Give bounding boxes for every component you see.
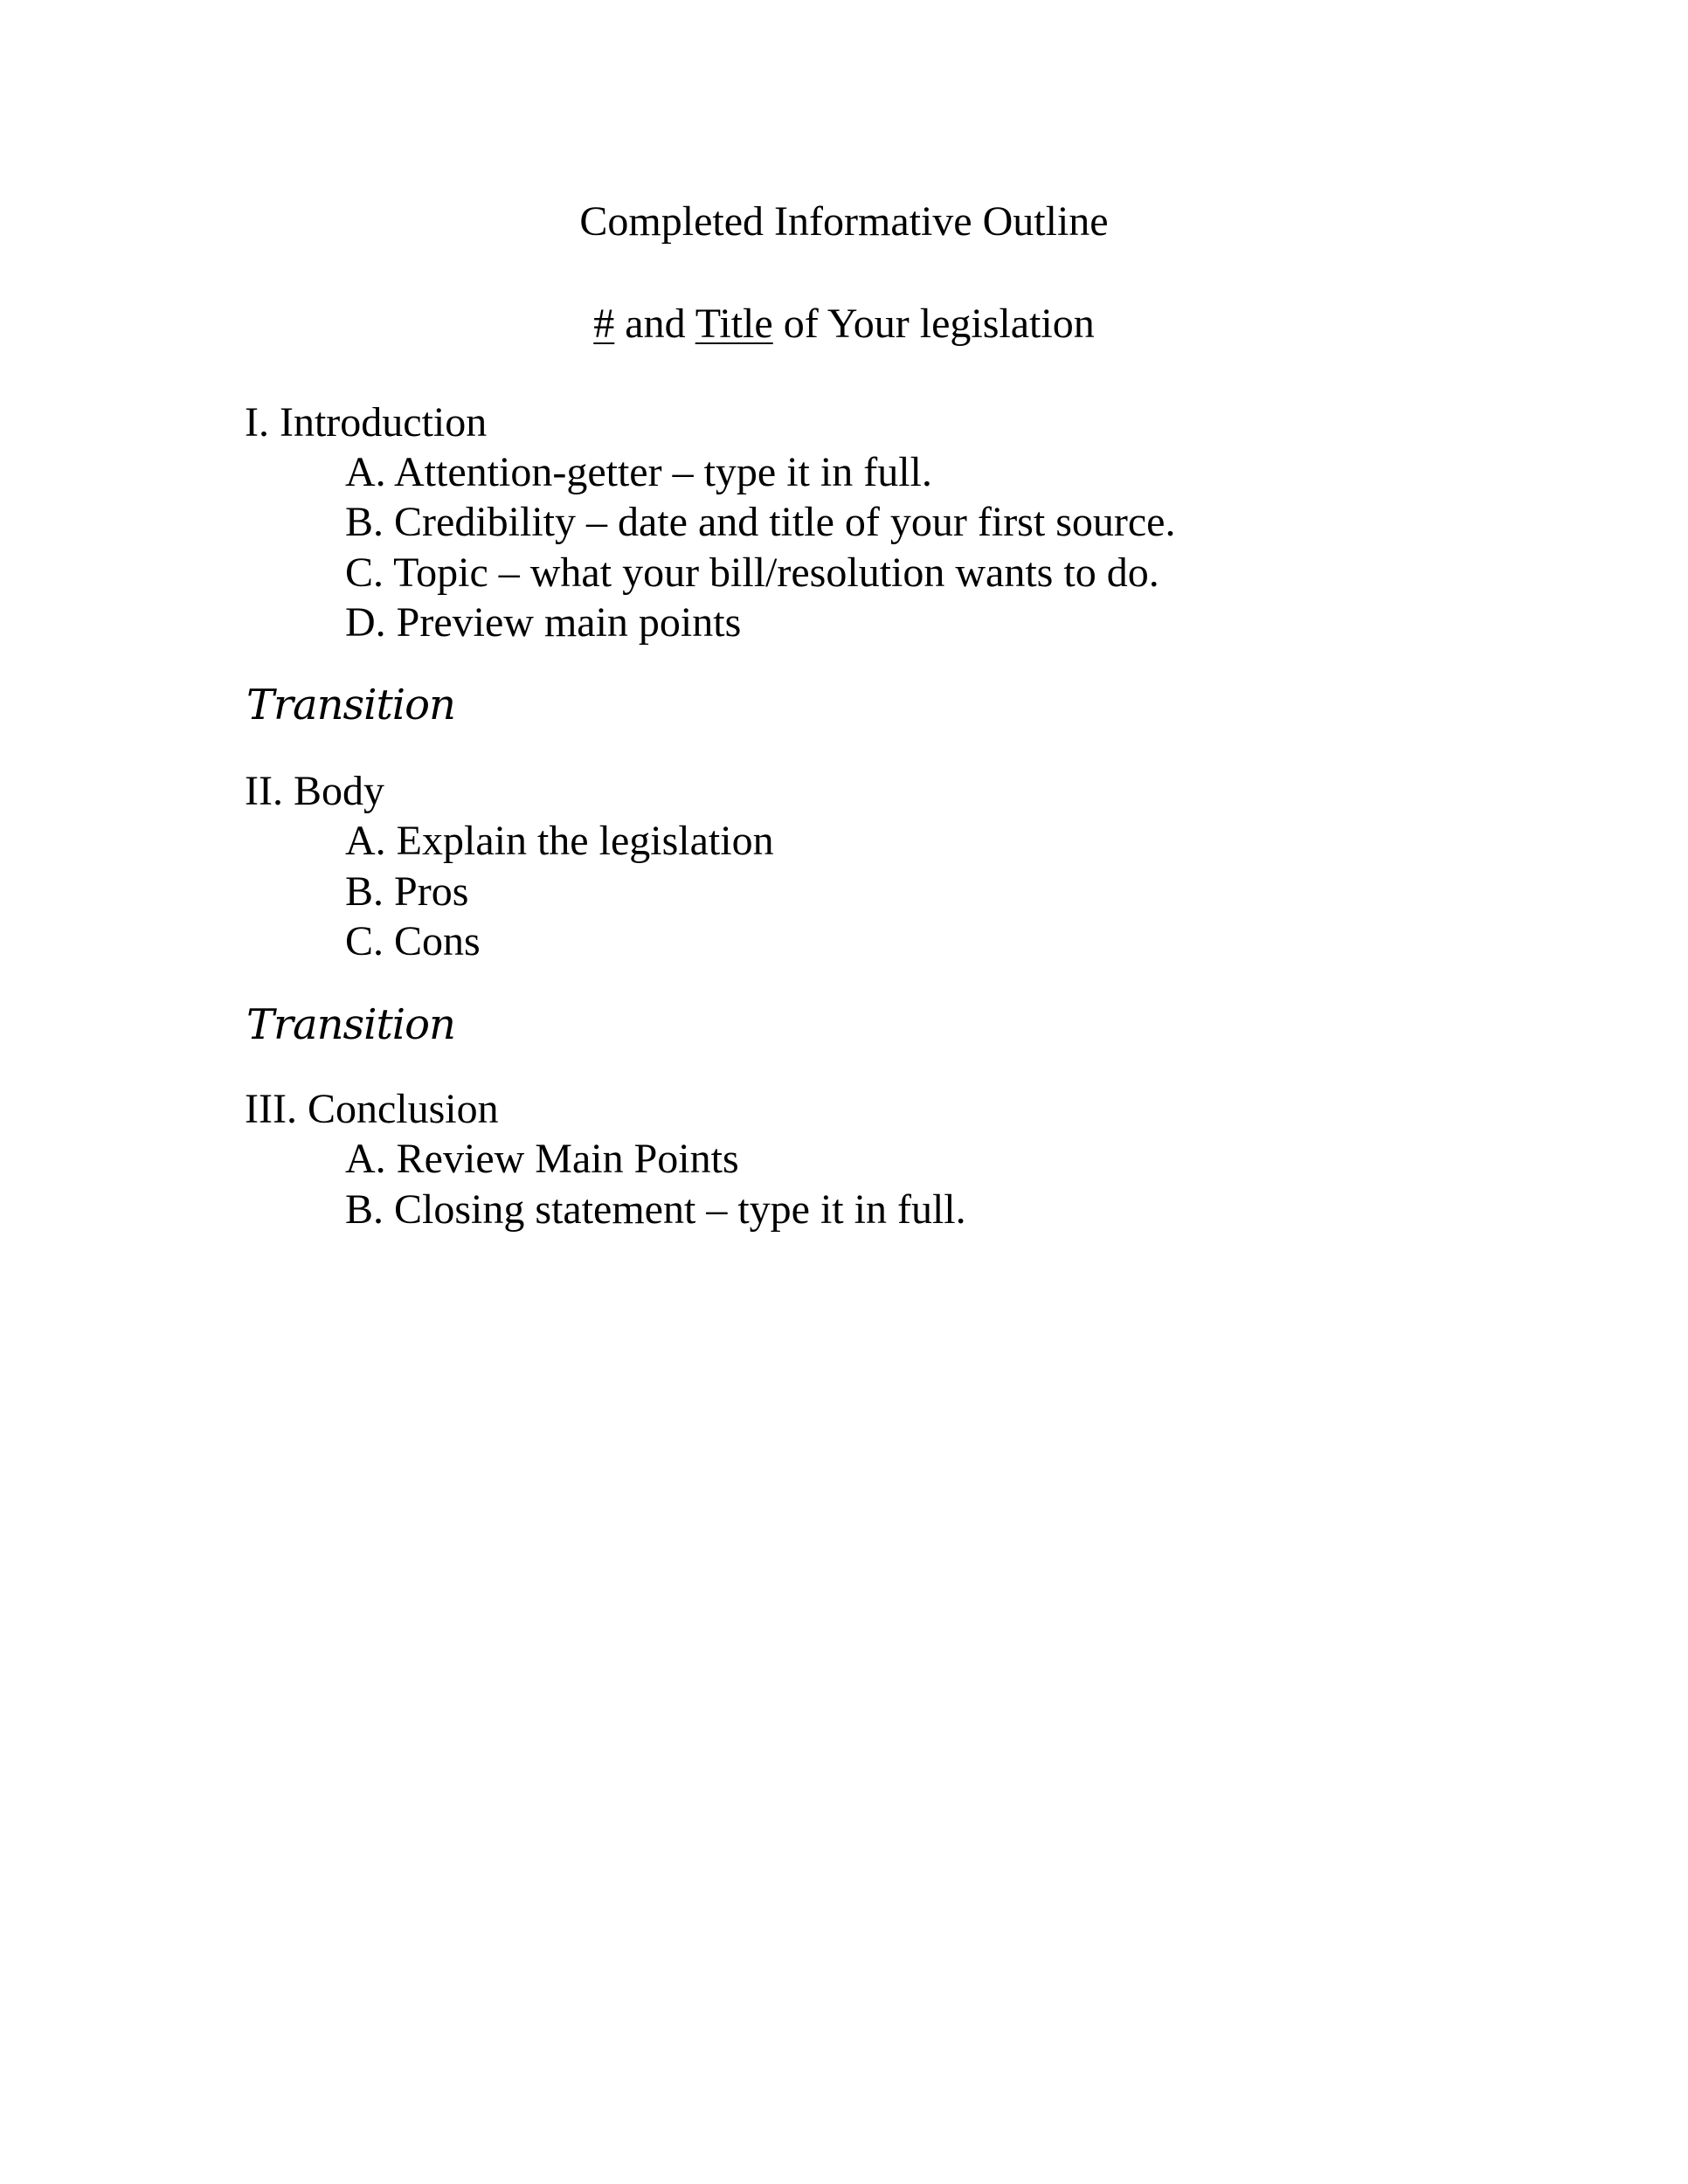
outline-item: B. Credibility – date and title of your first source.	[345, 499, 1176, 545]
transition-label: Transition	[246, 681, 455, 729]
outline-item: A. Attention-getter – type it in full.	[345, 449, 932, 495]
section-heading-conclusion: III. Conclusion	[245, 1086, 499, 1132]
outline-item: A. Explain the legislation	[345, 818, 774, 864]
outline-item: B. Pros	[345, 868, 469, 915]
section-heading-introduction: I. Introduction	[245, 399, 488, 446]
section-heading-body: II. Body	[245, 768, 384, 814]
page-subtitle	[0, 299, 1688, 349]
subtitle-and: and	[614, 301, 695, 347]
outline-item: C. Topic – what your bill/resolution wants to do.	[345, 549, 1159, 596]
outline-item: C. Cons	[345, 918, 481, 964]
subtitle-rest: of Your legislation	[772, 301, 1095, 347]
page-title: Completed Informative Outline	[579, 198, 1109, 245]
number-placeholder: #	[593, 301, 615, 347]
title-placeholder: Title	[695, 301, 773, 347]
outline-item: D. Preview main points	[345, 599, 742, 646]
outline-item: A. Review Main Points	[345, 1136, 739, 1182]
outline-item: B. Closing statement – type it in full.	[345, 1186, 966, 1233]
transition-label: Transition	[246, 1000, 455, 1049]
